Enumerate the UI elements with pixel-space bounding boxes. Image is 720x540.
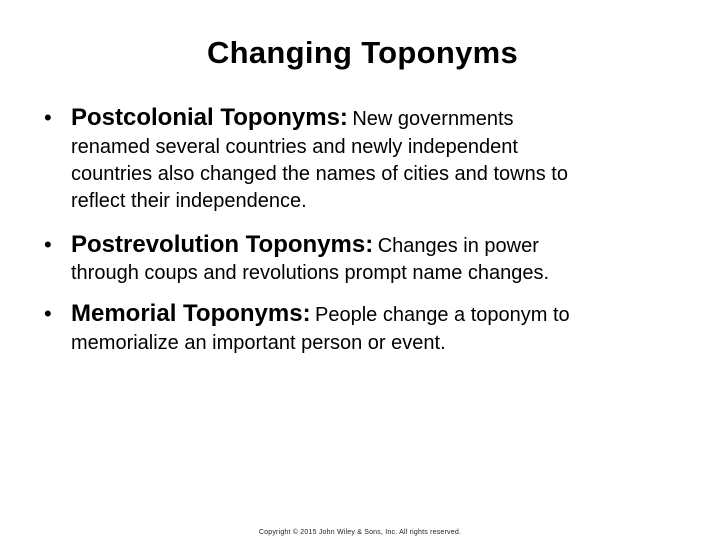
bullet-marker: •	[44, 105, 52, 130]
bullet-term: Memorial Toponyms:	[71, 300, 311, 327]
bullet-body-line: through coups and revolutions prompt name changes.	[71, 262, 550, 284]
bullet-lead-text: Changes in power	[377, 235, 539, 257]
bullet-heading-line	[71, 101, 514, 138]
bullet-term: Postrevolution Toponyms:	[71, 231, 374, 258]
bullet-body	[71, 330, 446, 357]
bullet-marker: •	[44, 301, 52, 326]
bullet-body-line: memorialize an important person or event.	[71, 332, 446, 354]
bullet-lead-text: New governments	[352, 108, 514, 130]
bullet-body	[71, 134, 568, 215]
bullet-term: Postcolonial Toponyms:	[71, 104, 348, 131]
bullet-body-line: countries also changed the names of cities and towns to	[71, 163, 568, 185]
bullet-body	[71, 260, 549, 287]
slide-title: Changing Toponyms	[206, 35, 519, 70]
bullet-marker: •	[44, 232, 52, 257]
copyright-footer: Copyright © 2015 John Wiley & Sons, Inc. All rights reserved.	[258, 529, 462, 536]
bullet-lead-text: People change a toponym to	[315, 304, 570, 326]
bullet-heading-line	[71, 297, 570, 334]
bullet-body-line: reflect their independence.	[71, 190, 307, 212]
bullet-body-line: renamed several countries and newly independent	[71, 136, 518, 158]
